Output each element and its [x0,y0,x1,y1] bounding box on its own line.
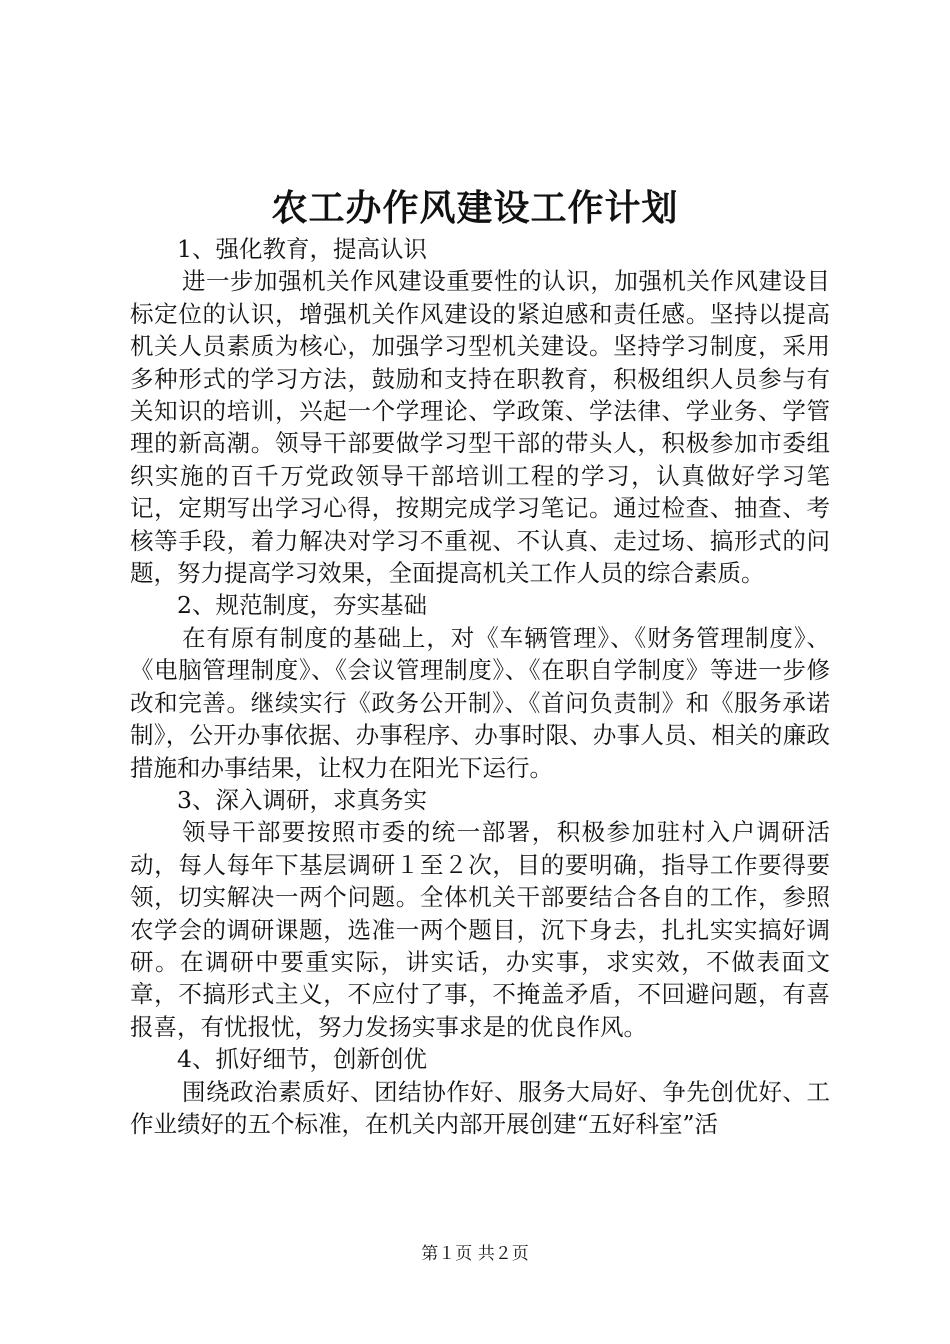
section-heading-1: 1、强化教育，提高认识 [177,235,427,263]
section-heading-4: 4、抓好细节，创新创优 [177,1045,427,1074]
document-title: 农工办作风建设工作计划 [271,187,679,229]
section-heading-3: 3、深入调研，求真务实 [177,785,427,814]
document-body [130,233,830,1140]
page-number-footer: 第１页 共２页 [421,1244,529,1264]
section-paragraph-1: 进一步加强机关作风建设重要性的认识，加强机关作风建设目标定位的认识，增强机关作风建设的紧迫感和责任感。坚持以提高机关人员素质为核心，加强学习型机关建设。坚持学习制度，采用多种形式的学习方法，鼓励和支持在职教育，积极组织人员参与有关知识的培训，兴起一个学理论、学政策、学法律、学业务、学管理的新高潮。领导干部要做学习型干部的带头人，积极参加市委组织实施的百千万党政领导干部培训工程的学习，认真做好学习笔记，定期写出学习心得，按期完成学习笔记。通过检查、抽查、考核等手段，着力解决对学习不重视、不认真、走过场、搞形式的问题，努力提高学习效果，全面提高机关工作人员的综合素质。 [130,267,830,588]
section-heading-2: 2、规范制度，夯实基础 [177,591,427,620]
section-paragraph-2: 在有原有制度的基础上，对《车辆管理》、《财务管理制度》、《电脑管理制度》、《会议管理制度》、《在职自学制度》等进一步修改和完善。继续实行《政务公开制》、《首问负责制》和《服务承诺制》，公开办事依据、办事程序、办事时限、办事人员、相关的廉政措施和办事结果，让权力在阳光下运行。 [130,623,830,782]
section-paragraph-3: 领导干部要按照市委的统一部署，积极参加驻村入户调研活动，每人每年下基层调研１至２次，目的要明确，指导工作要得要领，切实解决一两个问题。全体机关干部要结合各自的工作，参照农学会的调研课题，选准一两个题目，沉下身去，扎扎实实搞好调研。在调研中要重实际，讲实话，办实事，求实效，不做表面文章，不搞形式主义，不应付了事，不掩盖矛盾，不回避问题，有喜报喜，有忧报忧，努力发扬实事求是的优良作风。 [130,818,830,1041]
section-paragraph-4: 围绕政治素质好、团结协作好、服务大局好、争先创优好、工作业绩好的五个标准，在机关内部开展创建“五好科室”活 [130,1077,830,1138]
